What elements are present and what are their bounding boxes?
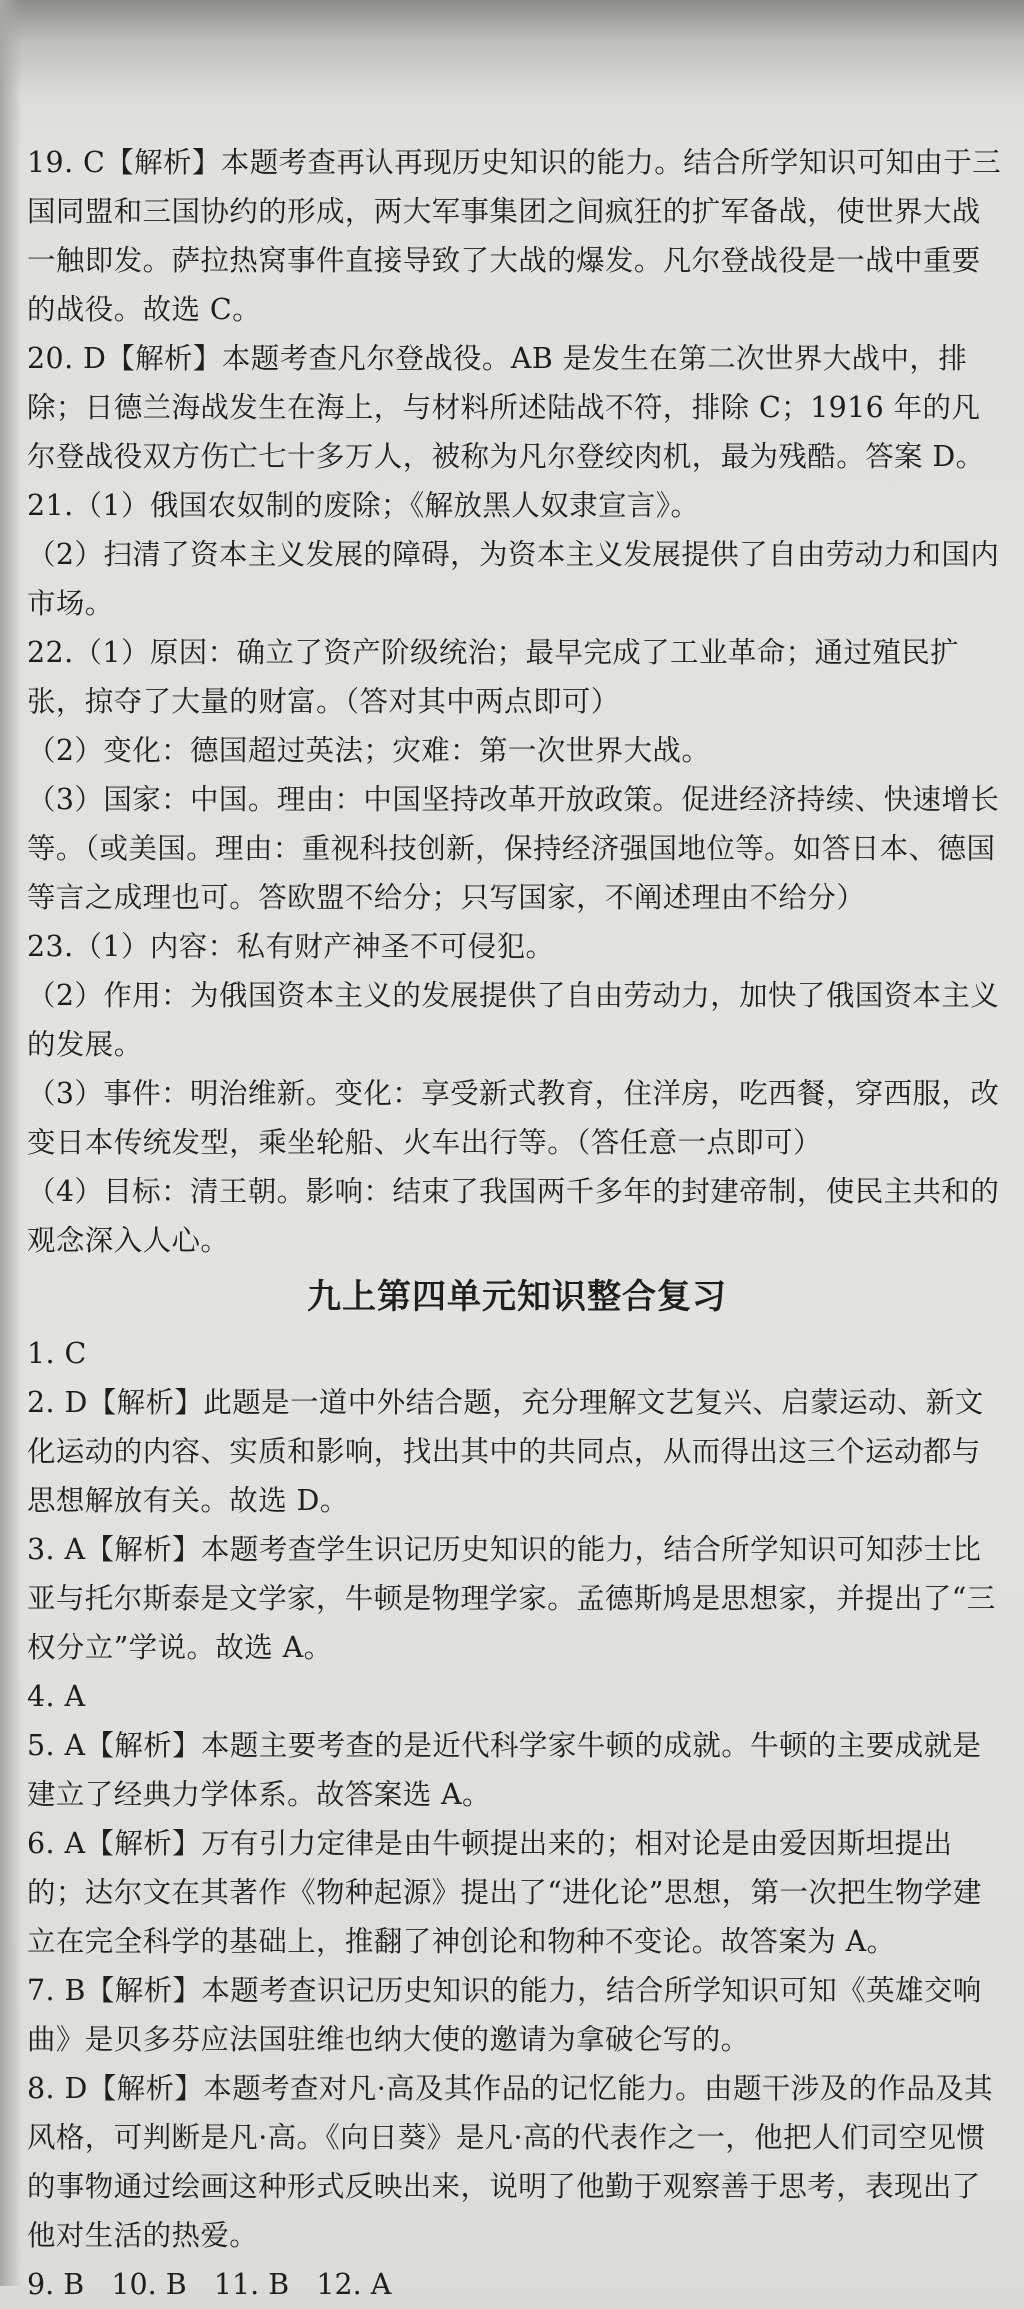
answer-23-3: （3）事件：明治维新。变化：享受新式教育，住洋房，吃西餐，穿西服，改变日本传统发型，乘坐轮船、火车出行等。（答任意一点即可） [27, 1077, 1000, 1159]
answer-22-3: （3）国家：中国。理由：中国坚持改革开放政策。促进经济持续、快速增长等。（或美国。理由：重视科技创新，保持经济强国地位等。如答日本、德国等言之成理也可。答欧盟不给分；只写国家，不阐述理由不给分） [27, 783, 1000, 914]
answer-19: 19. C【解析】本题考查再认再现历史知识的能力。结合所学知识可知由于三国同盟和三国协约的形成，两大军事集团之间疯狂的扩军备战，使世界大战一触即发。萨拉热窝事件直接导致了大战的爆发。凡尔登战役是一战中重要的战役。故选 C。 [27, 146, 1002, 326]
unit4-answer-4: 4. A [27, 1680, 86, 1713]
unit4-answer-8: 8. D【解析】本题考查对凡·高及其作品的记忆能力。由题干涉及的作品及其风格，可判断是凡·高。《向日葵》是凡·高的代表作之一，他把人们司空见惯的事物通过绘画这种形式反映出来，说明了他勤于观察善于思考，表现出了他对生活的热爱。 [27, 2072, 994, 2252]
section-title: 九上第四单元知识整合复习 [307, 1277, 727, 1317]
unit4-answer-5: 5. A【解析】本题主要考查的是近代科学家牛顿的成就。牛顿的主要成就是建立了经典力学体系。故答案选 A。 [27, 1729, 982, 1811]
answer-21-1: 21.（1）俄国农奴制的废除；《解放黑人奴隶宣言》。 [27, 489, 700, 522]
answer-22-1: 22.（1）原因：确立了资产阶级统治；最早完成了工业革命；通过殖民扩张，掠夺了大量的财富。（答对其中两点即可） [27, 636, 960, 718]
answer-23-1: 23.（1）内容：私有财产神圣不可侵犯。 [27, 930, 555, 963]
answer-20: 20. D【解析】本题考查凡尔登战役。AB 是发生在第二次世界大战中，排除；日德兰海战发生在海上，与材料所述陆战不符，排除 C；1916 年的凡尔登战役双方伤亡七十多万人，被称为凡尔登绞肉机，最为残酷。答案 D。 [27, 342, 985, 473]
answer-21-2: （2）扫清了资本主义发展的障碍，为资本主义发展提供了自由劳动力和国内市场。 [27, 538, 1000, 620]
unit4-answer-7: 7. B【解析】本题考查识记历史知识的能力，结合所学知识可知《英雄交响曲》是贝多芬应法国驻维也纳大使的邀请为拿破仑写的。 [27, 1974, 982, 2056]
top-edge-shadow [0, 0, 1024, 95]
left-edge-shadow [0, 0, 22, 2286]
unit4-answers-9-12: 9. B 10. B 11. B 12. A [27, 2268, 392, 2301]
answer-content [27, 138, 1007, 2309]
unit4-answer-3: 3. A【解析】本题考查学生识记历史知识的能力，结合所学知识可知莎士比亚与托尔斯泰是文学家，牛顿是物理学家。孟德斯鸠是思想家，并提出了“三权分立”学说。故选 A。 [27, 1533, 996, 1664]
answer-22-2: （2）变化：德国超过英法；灾难：第一次世界大战。 [27, 734, 711, 767]
unit4-answer-6: 6. A【解析】万有引力定律是由牛顿提出来的；相对论是由爱因斯坦提出的；达尔文在其著作《物种起源》提出了“进化论”思想，第一次把生物学建立在完全科学的基础上，推翻了神创论和物种不变论。故答案为 A。 [27, 1827, 982, 1958]
answer-23-4: （4）目标：清王朝。影响：结束了我国两千多年的封建帝制，使民主共和的观念深入人心。 [27, 1175, 1000, 1257]
unit4-answer-1: 1. C [27, 1337, 87, 1370]
answer-23-2: （2）作用：为俄国资本主义的发展提供了自由劳动力，加快了俄国资本主义的发展。 [27, 979, 1000, 1061]
unit4-answer-2: 2. D【解析】此题是一道中外结合题，充分理解文艺复兴、启蒙运动、新文化运动的内容、实质和影响，找出其中的共同点，从而得出这三个运动都与思想解放有关。故选 D。 [27, 1386, 984, 1517]
